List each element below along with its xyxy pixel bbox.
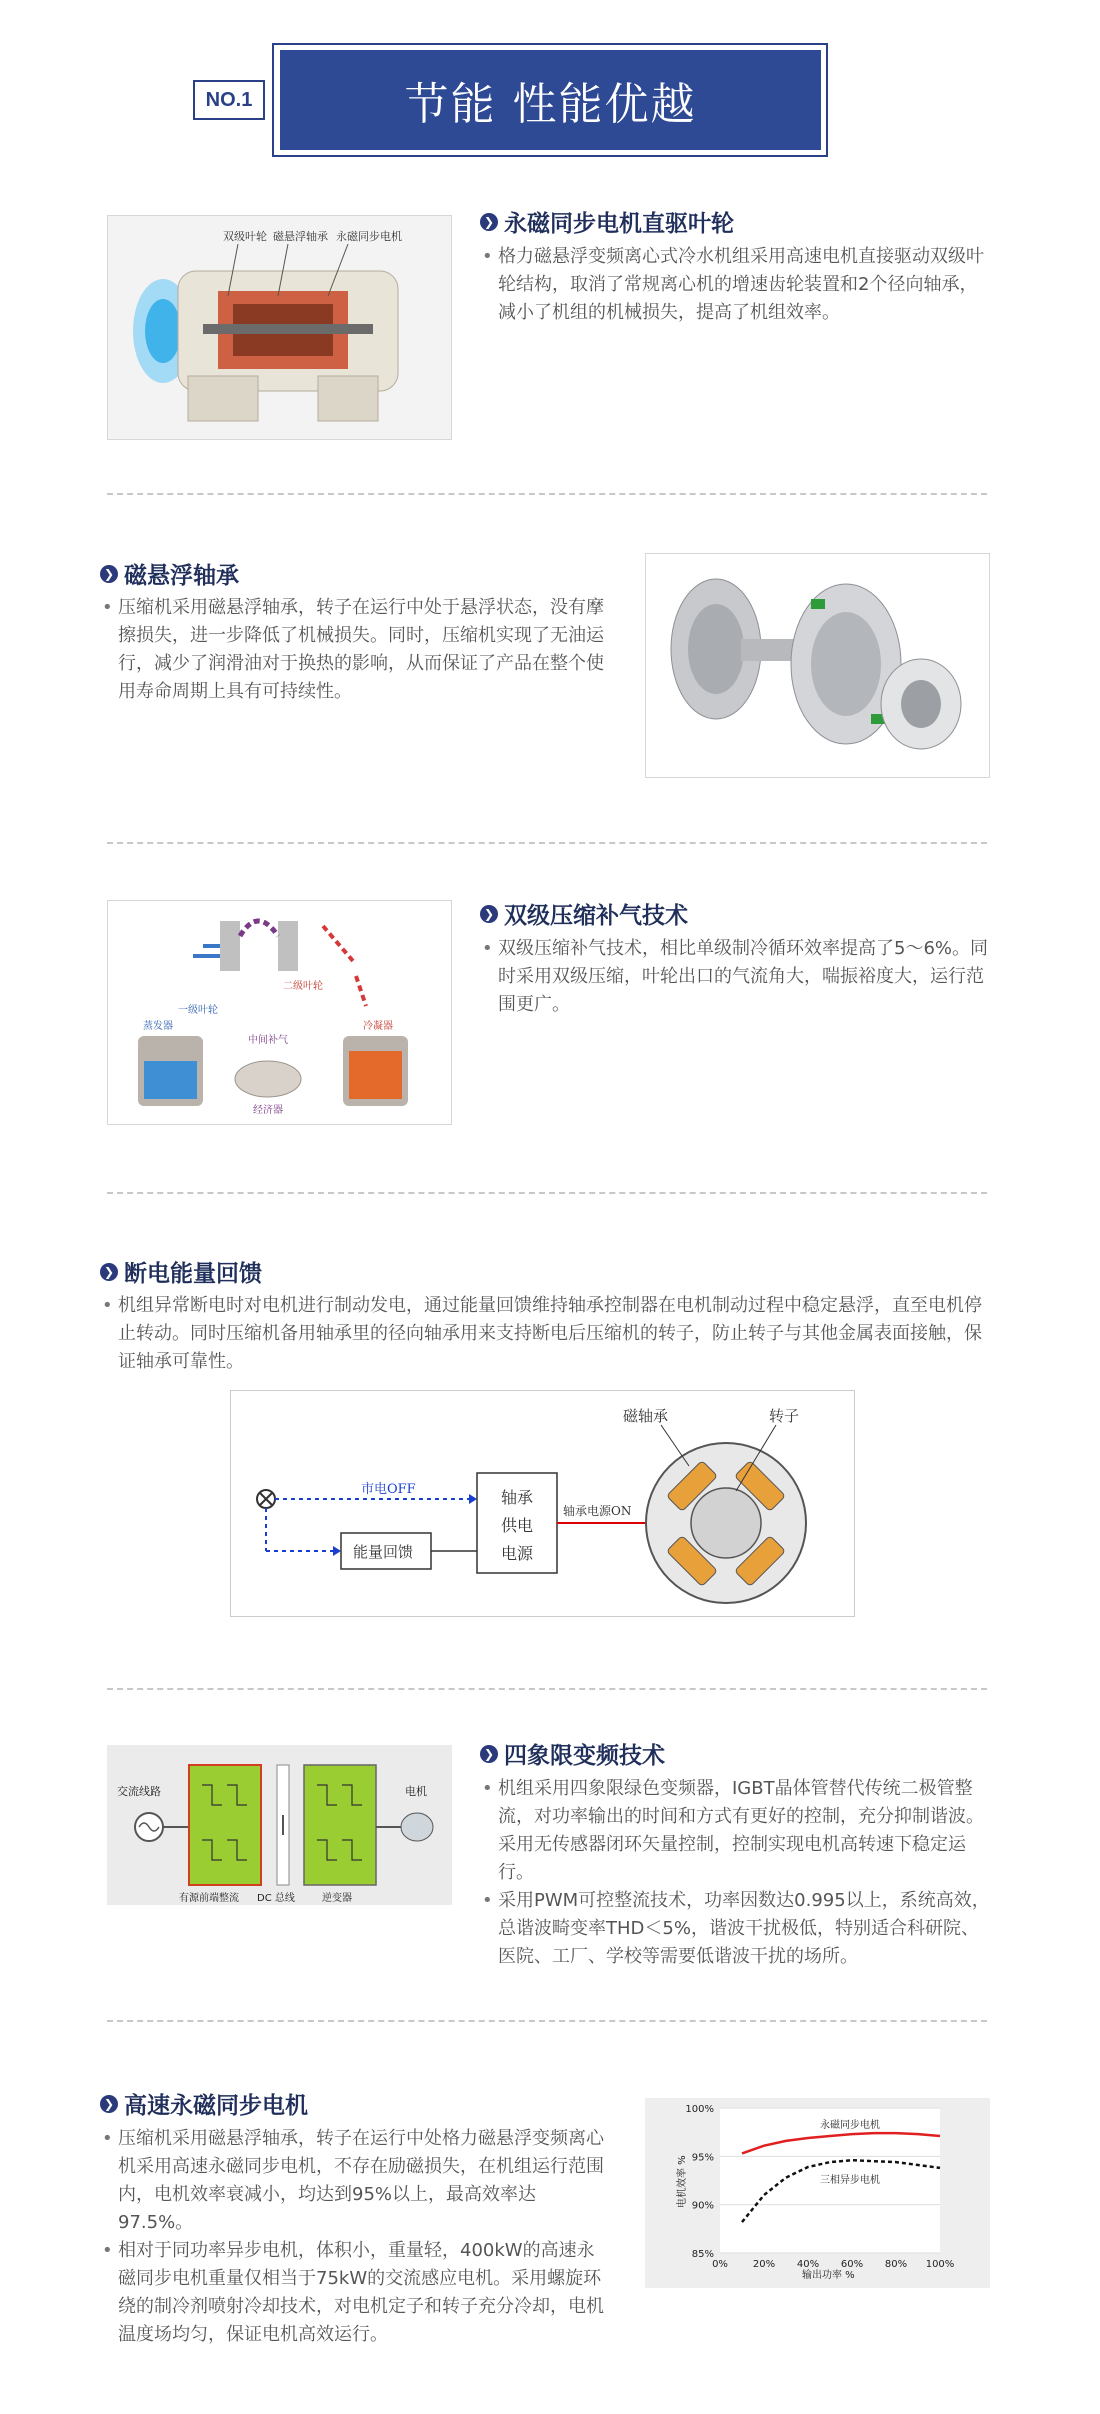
stage1-label: 一级叶轮 bbox=[178, 1005, 218, 1016]
x-tick-label: 100% bbox=[925, 2259, 955, 2270]
energy-feedback-label: 能量回馈 bbox=[353, 1543, 414, 1561]
paragraph: • 双级压缩补气技术，相比单级制冷循环效率提高了5～6%。同时采用双级压缩，叶轮出口的气流角大，喘振裕度大，运行范围更广。 bbox=[480, 935, 995, 1019]
section-body bbox=[100, 594, 610, 706]
y-tick-label: 90% bbox=[691, 2200, 714, 2212]
section-title-text: 断电能量回馈 bbox=[124, 1261, 262, 1287]
divider bbox=[107, 493, 987, 495]
maglev-compressor-cutaway-image bbox=[107, 215, 452, 440]
supply-label-3: 电源 bbox=[501, 1544, 534, 1563]
economizer-label: 经济器 bbox=[253, 1105, 283, 1116]
section-heading bbox=[100, 2087, 308, 2120]
paragraph: • 相对于同功率异步电机，体积小，重量轻，400kW的高速永磁同步电机重量仅相当于75kW的交流感应电机。采用螺旋环绕的制冷剂喷射冷却技术，对电机定子和转子充分冷却，电机温度场均匀，保证电机高效运行。 bbox=[100, 2237, 610, 2349]
stage2-label: 二级叶轮 bbox=[283, 981, 323, 992]
section-body bbox=[100, 1292, 995, 1376]
four-quadrant-inverter-diagram bbox=[107, 1745, 452, 1905]
inverter-label: 逆变器 bbox=[322, 1893, 352, 1904]
section-body bbox=[480, 243, 995, 327]
section-body bbox=[480, 1775, 995, 1971]
section-heading bbox=[480, 1737, 665, 1770]
supply-label-2: 供电 bbox=[501, 1516, 534, 1535]
chevron-right-icon: ❯ bbox=[100, 1263, 118, 1281]
y-tick-label: 100% bbox=[685, 2104, 714, 2115]
x-tick-label: 40% bbox=[796, 2259, 820, 2270]
divider bbox=[107, 1688, 987, 1690]
chevron-right-icon: ❯ bbox=[480, 905, 498, 923]
paragraph: • 压缩机采用磁悬浮轴承，转子在运行中处格力磁悬浮变频离心机采用高速永磁同步电机，不存在励磁损失，在机组运行范围内，电机效率衰减小，均达到95%以上，最高效率达97.5%。 bbox=[100, 2125, 610, 2237]
chevron-right-icon: ❯ bbox=[480, 213, 498, 231]
section-title-text: 永磁同步电机直驱叶轮 bbox=[504, 211, 734, 237]
page-title: 节能 性能优越 bbox=[280, 50, 821, 150]
motor-label: 电机 bbox=[405, 1785, 427, 1798]
power-feedback-diagram bbox=[230, 1390, 855, 1617]
paragraph: • 格力磁悬浮变频离心式冷水机组采用高速电机直接驱动双级叶轮结构，取消了常规离心机的增速齿轮装置和2个径向轴承，减小了机组的机械损失，提高了机组效率。 bbox=[480, 243, 995, 327]
x-tick-label: 60% bbox=[840, 2259, 864, 2270]
maglev-bearing-image bbox=[645, 553, 990, 778]
divider bbox=[107, 1192, 987, 1194]
section-title-text: 四象限变频技术 bbox=[504, 1743, 665, 1769]
section-number-badge: NO.1 bbox=[193, 80, 265, 120]
bearing-label: 磁悬浮轴承 bbox=[273, 230, 328, 243]
supply-label-1: 轴承 bbox=[501, 1488, 534, 1507]
impeller-label: 双级叶轮 bbox=[223, 230, 267, 243]
section-heading bbox=[480, 205, 734, 238]
legend-pm-motor: 永磁同步电机 bbox=[820, 2120, 880, 2131]
section-body bbox=[100, 2125, 610, 2349]
chevron-right-icon: ❯ bbox=[480, 1745, 498, 1763]
section-heading bbox=[100, 557, 239, 590]
section-heading bbox=[480, 897, 688, 930]
rectifier-label: 有源前端整流 bbox=[179, 1893, 239, 1904]
paragraph: • 压缩机采用磁悬浮轴承，转子在运行中处于悬浮状态，没有摩擦损失，进一步降低了机械损失。同时，压缩机实现了无油运行，减少了润滑油对于换热的影响，从而保证了产品在整个使用寿命周期上具有可持续性。 bbox=[100, 594, 610, 706]
section-title-text: 磁悬浮轴承 bbox=[124, 563, 239, 589]
section-body bbox=[480, 935, 995, 1019]
x-tick-label: 80% bbox=[884, 2259, 908, 2270]
dc-bus-label: DC 总线 bbox=[257, 1893, 295, 1904]
bearing-power-on-label: 轴承电源ON bbox=[563, 1504, 632, 1518]
efficiency-chart bbox=[645, 2098, 990, 2288]
y-tick-label: 95% bbox=[691, 2152, 714, 2164]
condenser-label: 冷凝器 bbox=[363, 1021, 393, 1032]
motor-label: 永磁同步电机 bbox=[336, 230, 402, 243]
ac-line-label: 交流线路 bbox=[117, 1785, 161, 1798]
evaporator-label: 蒸发器 bbox=[143, 1021, 173, 1032]
injection-label: 中间补气 bbox=[248, 1035, 288, 1046]
x-tick-label: 20% bbox=[752, 2259, 776, 2270]
section-heading bbox=[100, 1255, 262, 1288]
y-axis-label: 电机效率 % bbox=[677, 2155, 688, 2208]
x-tick-label: 0% bbox=[712, 2259, 728, 2270]
section-title-text: 高速永磁同步电机 bbox=[124, 2093, 308, 2119]
magnetic-bearing-label: 磁轴承 bbox=[623, 1407, 669, 1425]
two-stage-compression-diagram bbox=[107, 900, 452, 1125]
divider bbox=[107, 842, 987, 844]
legend-induction-motor: 三相异步电机 bbox=[820, 2175, 880, 2186]
paragraph: • 机组采用四象限绿色变频器，IGBT晶体管替代传统二极管整流，对功率输出的时间和方式有更好的控制，充分抑制谐波。采用无传感器闭环矢量控制，控制实现电机高转速下稳定运行。 bbox=[480, 1775, 995, 1887]
y-tick-label: 85% bbox=[691, 2249, 714, 2260]
chevron-right-icon: ❯ bbox=[100, 2095, 118, 2113]
section-title-text: 双级压缩补气技术 bbox=[504, 903, 688, 929]
rotor-label: 转子 bbox=[769, 1407, 800, 1425]
paragraph: • 机组异常断电时对电机进行制动发电，通过能量回馈维持轴承控制器在电机制动过程中稳定悬浮，直至电机停止转动。同时压缩机备用轴承里的径向轴承用来支持断电后压缩机的转子，防止转子与其他金属表面接触，保证轴承可靠性。 bbox=[100, 1292, 995, 1376]
divider bbox=[107, 2020, 987, 2022]
x-axis-label: 输出功率 % bbox=[802, 2270, 855, 2281]
paragraph: • 采用PWM可控整流技术，功率因数达0.995以上，系统高效，总谐波畸变率THD＜5%，谐波干扰极低，特别适合科研院、医院、工厂、学校等需要低谐波干扰的场所。 bbox=[480, 1887, 995, 1971]
mains-off-label: 市电OFF bbox=[361, 1482, 416, 1497]
chevron-right-icon: ❯ bbox=[100, 565, 118, 583]
